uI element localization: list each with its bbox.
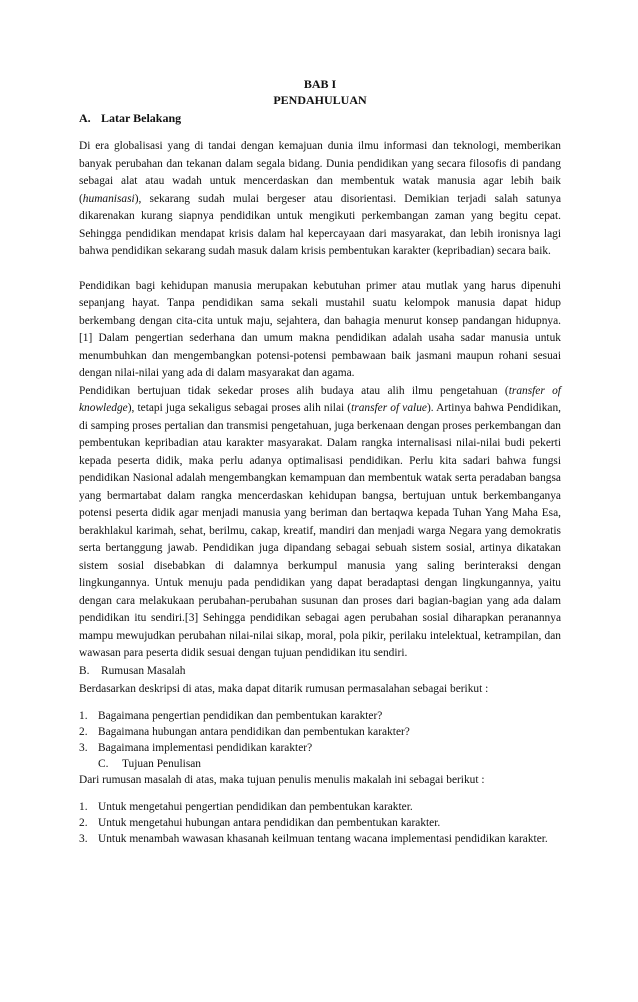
- paragraph-1-italic: humanisasi: [82, 192, 135, 205]
- list-item-number: 3.: [79, 741, 88, 754]
- list-item-number: 3.: [79, 832, 88, 845]
- list-item: [79, 831, 561, 847]
- list-item-text: Bagaimana hubungan antara pendidikan dan pembentukan karakter?: [98, 725, 410, 738]
- section-c-heading: [79, 756, 561, 772]
- chapter-title: PENDAHULUAN: [273, 93, 367, 107]
- section-c-title: Tujuan Penulisan: [122, 757, 202, 770]
- list-item-text: Bagaimana implementasi pendidikan karakter?: [98, 741, 313, 754]
- purpose-list: [79, 799, 561, 847]
- paragraph-3-italic-1: transfer of knowledge: [79, 384, 561, 414]
- problem-list: [79, 708, 561, 756]
- section-a-title: Latar Belakang: [101, 111, 182, 125]
- section-b-intro: Berdasarkan deskripsi di atas, maka dapat ditarik rumusan permasalahan sebagai berikut :: [79, 682, 489, 695]
- section-b-number: B.: [79, 664, 90, 677]
- list-item: [79, 708, 561, 724]
- list-item: [79, 815, 561, 831]
- list-item: [79, 740, 561, 756]
- document-page: [79, 76, 561, 847]
- list-item-number: 1.: [79, 800, 88, 813]
- section-c-intro: Dari rumusan masalah di atas, maka tujuan penulis menulis makalah ini sebagai berikut :: [79, 773, 485, 786]
- list-item-text: Untuk mengetahui pengertian pendidikan dan pembentukan karakter.: [98, 800, 413, 813]
- paragraph-3-text-a: Pendidikan bertujuan tidak sekedar proses alih budaya atau alih ilmu pengetahuan (: [79, 384, 509, 397]
- paragraph-1: [79, 138, 561, 261]
- list-item-number: 2.: [79, 725, 88, 738]
- paragraph-2: Pendidikan bagi kehidupan manusia merupakan kebutuhan primer atau mutlak yang harus dipenuhi sepanjang hayat. Tanpa pendidikan sama sekali mustahil suatu kelompok manusia dapat hidup berkembang dengan cita-cita untuk maju, sejahtera, dan bahagia menurut konsep pandangan hidupnya.[1] Dalam pengertian sederhana dan umum makna pendidikan adalah usaha sadar manusia untuk menumbuhkan dan mengembangkan potensi-potensi pembawaan baik jasmani maupun rohani sesuai dengan nilai-nilai yang ada di dalam masyarakat dan agama.: [79, 279, 561, 379]
- paragraph-3-text-b: ), tetapi juga sekaligus sebagai proses alih nilai (: [127, 402, 352, 414]
- list-item-text: Untuk menambah wawasan khasanah keilmuan tentang wacana implementasi pendidikan karakter.: [98, 832, 548, 845]
- section-c-number: C.: [98, 757, 109, 770]
- list-item: [79, 724, 561, 740]
- paragraph-3-italic-2: transfer of value: [351, 402, 427, 414]
- section-b-title: Rumusan Masalah: [101, 664, 186, 677]
- list-item-number: 1.: [79, 709, 88, 722]
- paragraph-1-text: Di era globalisasi yang di tandai dengan kemajuan dunia ilmu informasi dan teknologi, memberikan banyak perubahan dan tekanan dalam segala bidang. Dunia pendidikan yang secara filosofis di pandang sebagai alat atau wadah untuk mencerdaskan dan membentuk watak manusia agar lebih baik (: [79, 140, 561, 205]
- section-a-number: A.: [79, 111, 91, 125]
- list-item-number: 2.: [79, 816, 88, 829]
- list-item-text: Untuk mengetahui hubungan antara pendidikan dan pembentukan karakter.: [98, 816, 441, 829]
- paragraph-3-text-c: ). Artinya bahwa Pendidikan, di samping proses pertalian dan transmisi pengetahuan, juga berkenaan dengan proses perkembangan dan pembentukan kepribadian atau karakter masyarakat. Dalam rangka internalisasi nilai-nilai budi pekerti kepada peserta didik, maka perlu adanya optimalisasi pendidikan. Perlu kita sadari bahwa fungsi pendidikan Nasional adalah mengembangkan kemampuan dan membentuk watak serta peradaban bangsa yang bermartabat dalam rangka mencerdaskan kehidupan bangsa, bertujuan untuk berkembanganya potensi peserta didik agar menjadi manusia yang beriman dan bertaqwa kepada Tuhan Yang Maha Esa, berakhlakul karimah, sehat, berilmu, cakap, kreatif, mandiri dan menjadi warga Negara yang demokratis serta bertanggung jawab. Pendidikan juga dipandang sebagai sebuah sistem sosial, artinya dikatakan sistem sosial disebabkan di dalamnya berkumpul manusia yang saling berinteraksi dengan lingkungannya. Untuk menuju pada pendidikan yang dapat beradaptasi dengan lingkungannya, yaitu dengan cara melakukaan perubahan-perubahan susunan dan proses dari bagian-bagian yang ada dalam pendidikan itu sendiri.[3] Sehingga pendidikan sebagai agen perubahan sosial diharapkan peranannya mampu mewujudkan perubahan nilai-nilai sikap, moral, pola pikir, perilaku intelektual, ketrampilan, dan wawasan para peserta didik sesuai dengan tujuan pendidikan itu sendiri.: [79, 402, 561, 659]
- section-a-heading: [79, 110, 561, 126]
- chapter-number: BAB I: [303, 77, 337, 91]
- list-item-text: Bagaimana pengertian pendidikan dan pembentukan karakter?: [98, 709, 383, 722]
- paragraph-3: [79, 383, 561, 663]
- list-item: [79, 799, 561, 815]
- section-b-heading: [79, 663, 561, 679]
- paragraph-1-end: ), sekarang sudah mulai bergeser atau disorientasi. Demikian terjadi salah satunya dikarenakan kurang siapnya pendidikan untuk mengikuti perkembangan zaman yang begitu cepat. Sehingga pendidikan mendapat krisis dalam hal kepercayaan dari masyarakat, dan lebih ironisnya lagi bahwa pendidikan sekarang sudah masuk dalam krisis pembentukan karakter (kepribadian) secara baik.: [79, 192, 561, 257]
